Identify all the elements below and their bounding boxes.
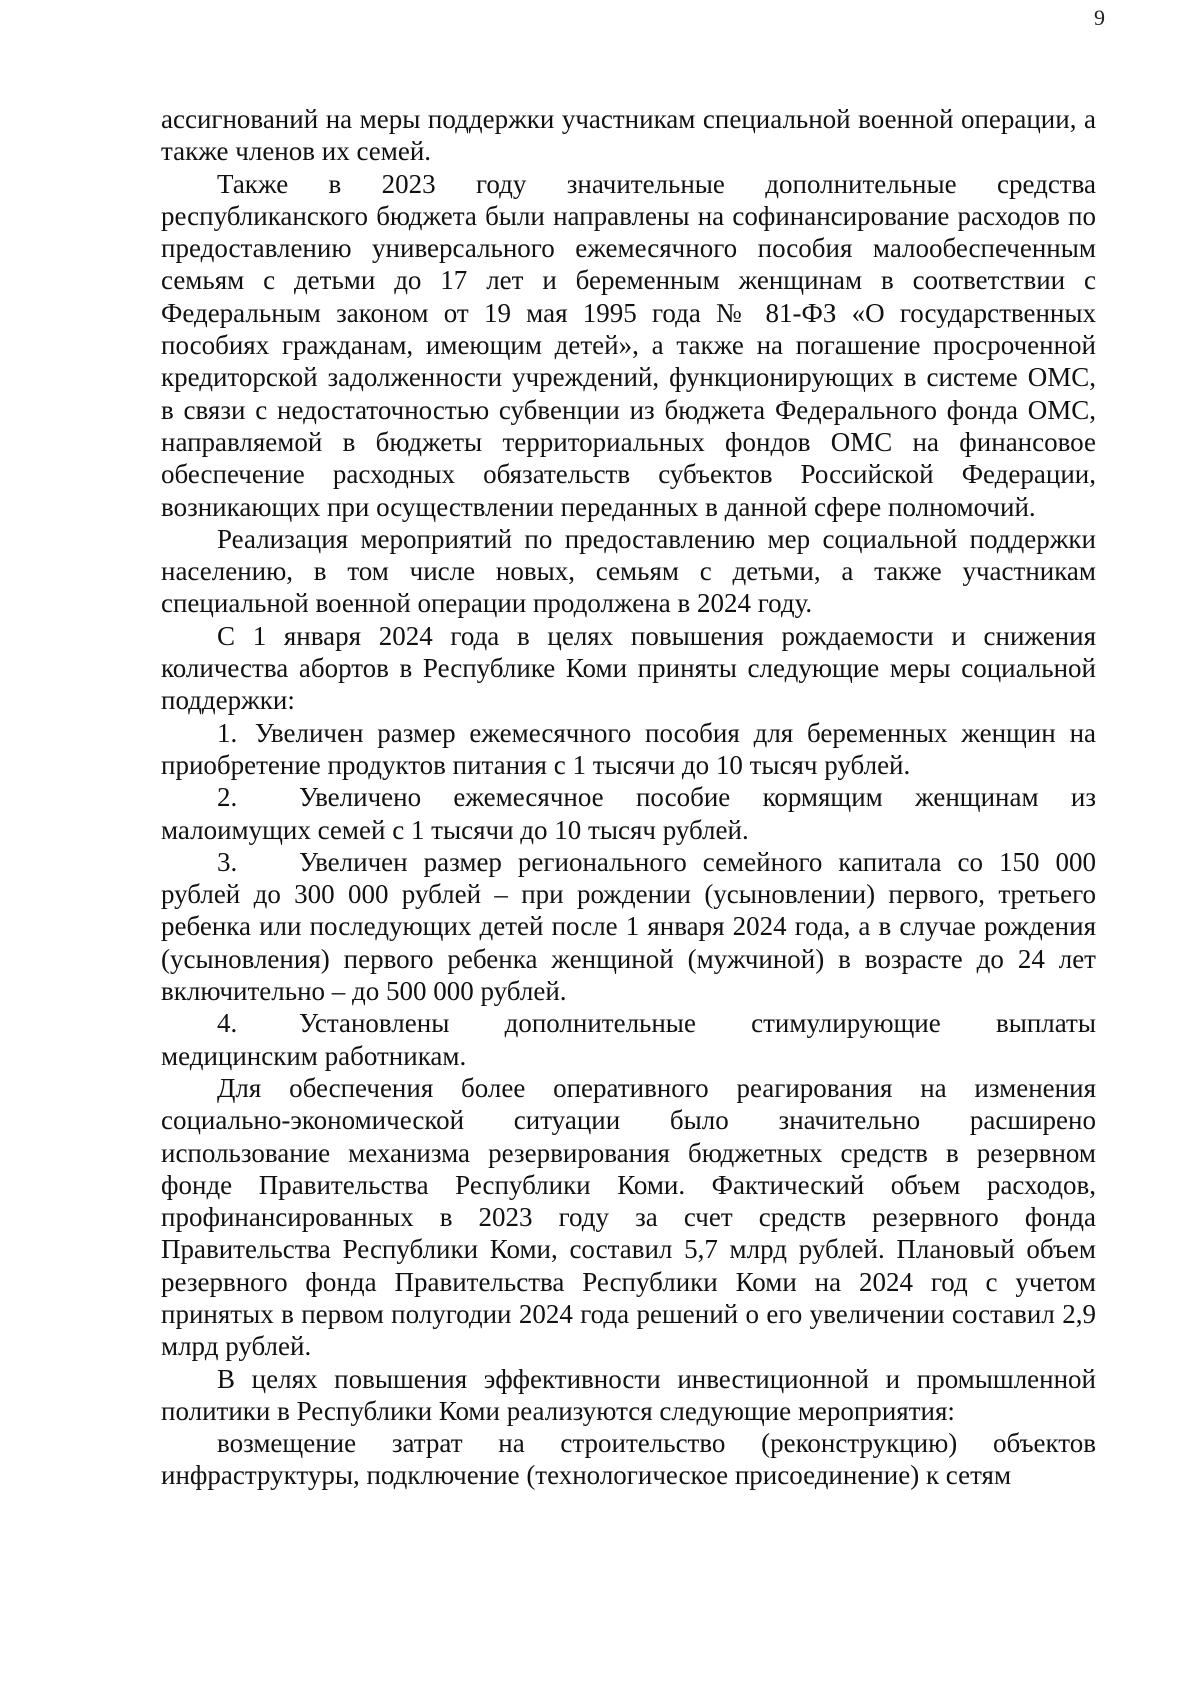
list-item-number: 4. [217, 1008, 238, 1039]
paragraph: возмещение затрат на строительство (реконструкцию) объектов инфраструктуры, подключение (технологическое присоединение) к сетям [161, 1428, 1096, 1491]
paragraph: Для обеспечения более оперативного реагирования на изменения социально-экономической ситуации было значительно расширено использование механизма резервирования бюджетных средств в резервном фонде Правительства Республики Коми. Фактический объем расходов, профинансированных в 2023 году за счет средств резервного фонда Правительства Республики Коми, составил 5,7 млрд рублей. Плановый объем резервного фонда Правительства Республики Коми на 2024 год с учетом принятых в первом полугодии 2024 года решений о его увеличении составил 2,9 млрд рублей. [161, 1072, 1096, 1362]
list-item [161, 846, 1096, 1007]
list-item-text: Увеличен размер регионального семейного капитала со 150 000 рублей до 300 000 рублей – при рождении (усыновлении) первого, третьего ребенка или последующих детей после 1 января 2024 года, а в случае рождения (усыновления) первого ребенка женщиной (мужчиной) в возрасте до 24 лет включительно – до 500 000 рублей. [161, 846, 1096, 1007]
paragraph-continuation: ассигнований на меры поддержки участникам специальной военной операции, а также членов их семей. [161, 104, 1096, 167]
list-item [161, 781, 1096, 846]
list-item-number: 1. [217, 717, 238, 748]
paragraph: Также в 2023 году значительные дополнительные средства республиканского бюджета были направлены на софинансирование расходов по предоставлению универсального ежемесячного пособия малообеспеченным семьям с детьми до 17 лет и беременным женщинам в соответствии с Федеральным законом от 19 мая 1995 года № 81-ФЗ «О государственных пособиях гражданам, имеющим детей», а также на погашение просроченной кредиторской задолженности учреждений, функционирующих в системе ОМС, в связи с недостаточностью субвенции из бюджета Федерального фонда ОМС, направляемой в бюджеты территориальных фондов ОМС на финансовое обеспечение расходных обязательств субъектов Российской Федерации, возникающих при осуществлении переданных в данной сфере полномочий. [161, 168, 1096, 522]
list-item [161, 1007, 1096, 1072]
document-body [161, 103, 1096, 1492]
list-item-text: Установлены дополнительные стимулирующие выплаты медицинским работникам. [161, 1008, 1096, 1071]
list-item-number: 3. [217, 846, 238, 877]
list-item-number: 2. [217, 782, 238, 813]
list-item-text: Увеличено ежемесячное пособие кормящим женщинам из малоимущих семей с 1 тысячи до 10 тысяч рублей. [161, 782, 1096, 845]
paragraph: В целях повышения эффективности инвестиционной и промышленной политики в Республики Коми реализуются следующие мероприятия: [161, 1363, 1096, 1426]
list-item-text: Увеличен размер ежемесячного пособия для беременных женщин на приобретение продуктов питания с 1 тысячи до 10 тысяч рублей. [161, 717, 1096, 780]
list-item [161, 717, 1096, 782]
page-number: 9 [1094, 5, 1105, 30]
paragraph: Реализация мероприятий по предоставлению мер социальной поддержки населению, в том числе новых, семьям с детьми, а также участникам специальной военной операции продолжена в 2024 году. [161, 523, 1096, 619]
paragraph: С 1 января 2024 года в целях повышения рождаемости и снижения количества абортов в Республике Коми приняты следующие меры социальной поддержки: [161, 620, 1096, 716]
